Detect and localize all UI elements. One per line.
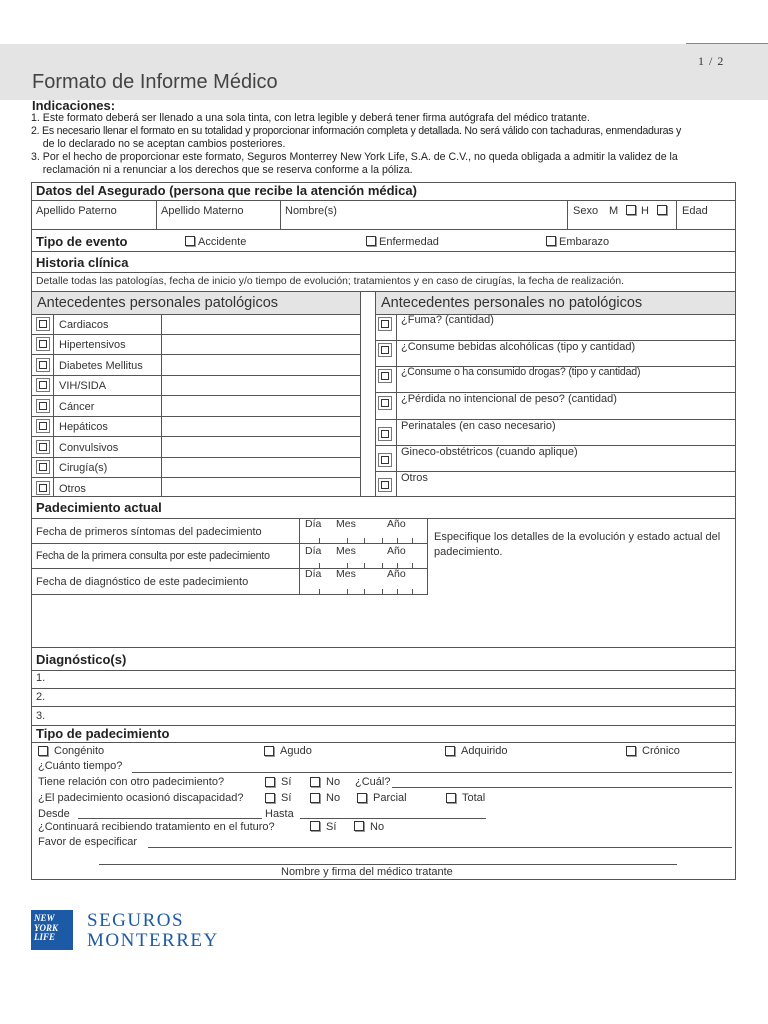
form-title: Formato de Informe Médico [32, 71, 278, 93]
congenito-checkbox[interactable] [38, 746, 48, 756]
parcial-checkbox[interactable] [357, 793, 367, 803]
sexo-h-label: H [641, 205, 649, 217]
perinatales-checkbox[interactable] [378, 427, 392, 441]
enfermedad-label: Enfermedad [379, 236, 439, 248]
disability-no-label: No [326, 792, 341, 804]
cardiacos-checkbox[interactable] [36, 317, 50, 331]
vih-sida-label: VIH/SIDA [59, 380, 107, 392]
indication-line: 2. Es necesario llenar el formato en su totalidad y proporcionar información completa y detallada. No será válido con tachaduras, enmendaduras y [31, 125, 682, 137]
dia-label: Día [305, 518, 322, 530]
perinatales-label: Perinatales (en caso necesario) [401, 420, 556, 432]
diabetes-label: Diabetes Mellitus [59, 360, 143, 372]
pathological-title: Antecedentes personales patológicos [37, 295, 279, 311]
embarazo-label: Embarazo [559, 236, 610, 248]
gineco-label: Gineco-obstétricos (cuando aplique) [401, 446, 578, 458]
cancer-label: Cáncer [59, 401, 95, 413]
event-type-title: Tipo de evento [36, 234, 128, 249]
how-long-label: ¿Cuánto tiempo? [38, 760, 123, 772]
total-label: Total [462, 792, 486, 804]
hepaticos-label: Hepáticos [59, 421, 108, 433]
adquirido-label: Adquirido [461, 745, 508, 757]
related-no-label: No [326, 776, 341, 788]
agudo-checkbox[interactable] [264, 746, 274, 756]
hasta-line[interactable] [300, 818, 486, 819]
signature-line[interactable] [99, 864, 677, 865]
how-long-line[interactable] [132, 772, 732, 773]
diagnosis-2[interactable]: 2. [36, 691, 46, 703]
peso-label: ¿Pérdida no intencional de peso? (cantidad) [401, 393, 617, 405]
current-specify-text: Especifique los detalles de la evolución y estado actual del padecimiento. [434, 531, 721, 558]
cancer-checkbox[interactable] [36, 399, 50, 413]
edad-label: Edad [682, 205, 708, 217]
embarazo-checkbox[interactable] [546, 236, 556, 246]
enfermedad-checkbox[interactable] [366, 236, 376, 246]
alcohol-label: ¿Consume bebidas alcohólicas (tipo y cantidad) [401, 341, 636, 353]
anio-label: Año [387, 568, 406, 580]
anio-label: Año [387, 518, 406, 530]
insured-section-title: Datos del Asegurado (persona que recibe la atención médica) [36, 183, 417, 198]
convulsivos-label: Convulsivos [59, 442, 119, 454]
disability-si-label: Sí [281, 792, 292, 804]
mes-label: Mes [336, 518, 356, 530]
peso-checkbox[interactable] [378, 396, 392, 410]
indication-line: 1. Este formato deberá ser llenado a una sola tinta, con letra legible y deberá tener firma autógrafa del médico tratante. [31, 112, 590, 124]
diagnosis-3[interactable]: 3. [36, 710, 46, 722]
related-no-checkbox[interactable] [310, 777, 320, 787]
indication-line: reclamación ni a renunciar a los derechos que se reserva conforme a la póliza. [31, 164, 413, 176]
apellido-paterno-label: Apellido Paterno [36, 205, 117, 217]
total-checkbox[interactable] [446, 793, 456, 803]
continue-no-checkbox[interactable] [354, 821, 364, 831]
related-si-checkbox[interactable] [265, 777, 275, 787]
dia-label: Día [305, 568, 322, 580]
medical-report-form [31, 182, 736, 880]
otros-pat-checkbox[interactable] [36, 481, 50, 495]
indication-line: de lo declarado no se aceptan cambios posteriores. [31, 138, 286, 150]
continue-si-checkbox[interactable] [310, 821, 320, 831]
cirugias-label: Cirugía(s) [59, 462, 108, 474]
fuma-label: ¿Fuma? (cantidad) [401, 314, 494, 326]
brand-name-line2: MONTERREY [87, 930, 219, 951]
diagnosis-date-label: Fecha de diagnóstico de este padecimiento [36, 576, 249, 588]
diabetes-checkbox[interactable] [36, 358, 50, 372]
sexo-m-label: M [609, 205, 619, 217]
desde-line[interactable] [78, 818, 262, 819]
cual-label: ¿Cuál? [355, 776, 391, 788]
sexo-m-checkbox[interactable] [626, 205, 636, 215]
desde-label: Desde [38, 808, 70, 820]
congenito-label: Congénito [54, 745, 105, 757]
brand-name-line1: SEGUROS [87, 910, 185, 931]
hipertensivos-checkbox[interactable] [36, 337, 50, 351]
otros-nopat-checkbox[interactable] [378, 478, 392, 492]
mes-label: Mes [336, 568, 356, 580]
alcohol-checkbox[interactable] [378, 343, 392, 357]
hasta-label: Hasta [265, 808, 294, 820]
signature-label: Nombre y firma del médico tratante [281, 866, 453, 878]
cirugias-checkbox[interactable] [36, 460, 50, 474]
continue-treatment-label: ¿Continuará recibiendo tratamiento en el futuro? [38, 821, 275, 833]
history-detail: Detalle todas las patologías, fecha de inicio y/o tiempo de evolución; tratamientos y en caso de cirugías, la fecha de realización. [36, 276, 624, 287]
condition-type-title: Tipo de padecimiento [36, 726, 170, 741]
accidente-checkbox[interactable] [185, 236, 195, 246]
diagnosis-title: Diagnóstico(s) [36, 652, 127, 667]
otros-nopat-label: Otros [401, 472, 428, 484]
otros-pat-label: Otros [59, 483, 86, 495]
cual-line[interactable] [392, 787, 732, 788]
page-divider [686, 43, 768, 44]
cronico-label: Crónico [642, 745, 680, 757]
anio-label: Año [387, 545, 406, 557]
cronico-checkbox[interactable] [626, 746, 636, 756]
agudo-label: Agudo [280, 745, 312, 757]
first-consult-label: Fecha de la primera consulta por este padecimiento [36, 550, 270, 562]
cardiacos-label: Cardiacos [59, 319, 109, 331]
hipertensivos-label: Hipertensivos [59, 339, 126, 351]
logo-mark-line: NEW [34, 913, 55, 923]
adquirido-checkbox[interactable] [445, 746, 455, 756]
drogas-checkbox[interactable] [378, 369, 392, 383]
hepaticos-checkbox[interactable] [36, 419, 50, 433]
vih-sida-checkbox[interactable] [36, 378, 50, 392]
sexo-label: Sexo [573, 205, 599, 217]
disability-no-checkbox[interactable] [310, 793, 320, 803]
related-label: Tiene relación con otro padecimiento? [38, 776, 225, 788]
sexo-h-checkbox[interactable] [657, 205, 667, 215]
mes-label: Mes [336, 545, 356, 557]
diagnosis-1[interactable]: 1. [36, 672, 46, 684]
drogas-label: ¿Consume o ha consumido drogas? (tipo y cantidad) [401, 366, 641, 378]
disability-si-checkbox[interactable] [265, 793, 275, 803]
apellido-materno-label: Apellido Materno [161, 205, 244, 217]
new-york-life-logo [31, 910, 73, 950]
fuma-checkbox[interactable] [378, 317, 392, 331]
disability-label: ¿El padecimiento ocasionó discapacidad? [38, 792, 244, 804]
indications-title: Indicaciones: [32, 98, 116, 113]
first-symptoms-label: Fecha de primeros síntomas del padecimiento [36, 526, 262, 538]
specify-label: Favor de especificar [38, 836, 138, 848]
indication-line: 3. Por el hecho de proporcionar este formato, Seguros Monterrey New York Life, S.A. de C.V., no queda obligada a admitir la validez de la [31, 151, 678, 163]
logo-mark-line: LIFE [34, 932, 56, 942]
history-title: Historia clínica [36, 255, 129, 270]
parcial-label: Parcial [373, 792, 407, 804]
page-number: 1 / 2 [698, 54, 725, 68]
accidente-label: Accidente [198, 236, 247, 248]
continue-si-label: Sí [326, 821, 337, 833]
non-pathological-title: Antecedentes personales no patológicos [381, 295, 643, 311]
dia-label: Día [305, 545, 322, 557]
specify-line[interactable] [148, 847, 732, 848]
convulsivos-checkbox[interactable] [36, 440, 50, 454]
nombre-label: Nombre(s) [285, 205, 337, 217]
logo-mark-line: YORK [34, 922, 59, 933]
current-condition-title: Padecimiento actual [36, 500, 162, 515]
continue-no-label: No [370, 821, 385, 833]
related-si-label: Sí [281, 776, 292, 788]
gineco-checkbox[interactable] [378, 453, 392, 467]
